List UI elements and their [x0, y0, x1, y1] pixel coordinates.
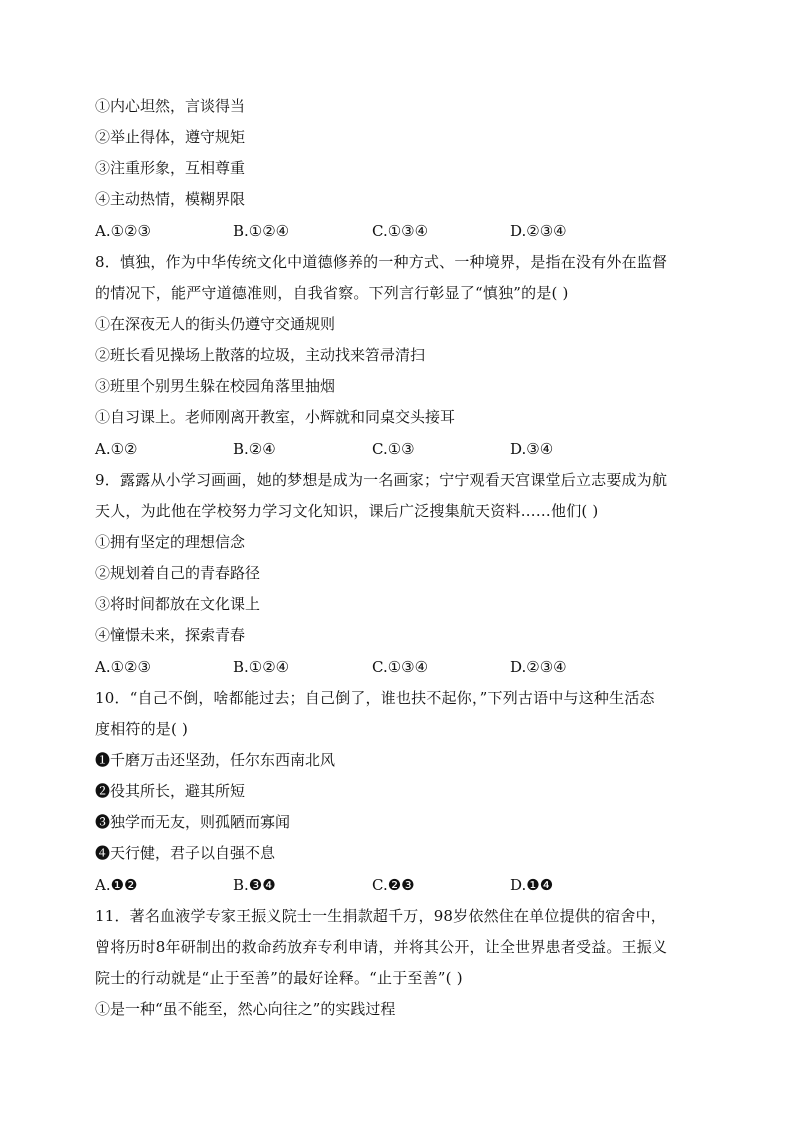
- q8-choice-b: B.②④: [233, 440, 276, 458]
- q8-choice-a: A.①②: [95, 440, 138, 458]
- q10-choice-d: D.❶❹: [510, 876, 554, 894]
- q7-option-2: ②举止得体，遵守规矩: [95, 128, 246, 146]
- q7-choice-c: C.①③④: [372, 222, 429, 240]
- q9-option-2: ②规划着自己的青春路径: [95, 564, 261, 582]
- q9-answer-choices: [95, 657, 715, 677]
- q9-stem-line-1: 9．露露从小学习画画，她的梦想是成为一名画家；宁宁观看天宫课堂后立志要成为航: [95, 471, 668, 489]
- q10-choice-a: A.❶❷: [95, 876, 138, 894]
- q7-answer-choices: [95, 221, 715, 241]
- q9-option-4: ④憧憬未来，探索青春: [95, 626, 246, 644]
- q9-choice-d: D.②③④: [510, 658, 567, 676]
- q11-option-1: ①是一种“虽不能至，然心向往之”的实践过程: [95, 1000, 396, 1018]
- q10-option-2: ❷役其所长，避其所短: [95, 782, 246, 800]
- q8-option-1: ①在深夜无人的街头仍遵守交通规则: [95, 315, 336, 333]
- q10-option-3: ❸独学而无友，则孤陋而寡闻: [95, 813, 291, 831]
- q10-option-4: ❹天行健，君子以自强不息: [95, 844, 276, 862]
- q8-stem-line-2: 的情况下，能严守道德准则，自我省察。下列言行彰显了“慎独”的是( ): [95, 284, 569, 302]
- q11-stem-line-3: 院士的行动就是“止于至善”的最好诠释。“止于至善”( ): [95, 969, 463, 987]
- q8-option-3: ③班里个别男生躲在校园角落里抽烟: [95, 377, 336, 395]
- q11-stem-line-1: 11．著名血液学专家王振义院士一生捐款超千万，98岁依然住在单位提供的宿舍中，: [95, 907, 666, 925]
- q10-stem-line-1: 10．“自己不倒，啥都能过去；自己倒了，谁也扶不起你，”下列古语中与这种生活态: [95, 689, 655, 707]
- q11-stem-line-2: 曾将历时8年研制出的救命药放弃专利申请，并将其公开，让全世界患者受益。王振义: [95, 938, 668, 956]
- q7-option-1: ①内心坦然，言谈得当: [95, 97, 246, 115]
- q10-option-1: ❶千磨万击还坚劲，任尔东西南北风: [95, 751, 336, 769]
- q8-answer-choices: [95, 439, 715, 459]
- q10-stem-line-2: 度相符的是( ): [95, 720, 189, 738]
- q9-option-3: ③将时间都放在文化课上: [95, 595, 261, 613]
- q9-choice-c: C.①③④: [372, 658, 429, 676]
- q10-choice-c: C.❷❸: [372, 876, 415, 894]
- q8-option-4: ①自习课上。老师刚离开教室，小辉就和同桌交头接耳: [95, 408, 456, 426]
- q8-choice-c: C.①③: [372, 440, 415, 458]
- q8-choice-d: D.③④: [510, 440, 554, 458]
- q7-choice-b: B.①②④: [233, 222, 290, 240]
- q9-stem-line-2: 天人，为此他在学校努力学习文化知识，课后广泛搜集航天资料……他们( ): [95, 502, 599, 520]
- q8-stem-line-1: 8．慎独，作为中华传统文化中道德修养的一种方式、一种境界，是指在没有外在监督: [95, 253, 668, 271]
- q9-option-1: ①拥有坚定的理想信念: [95, 533, 246, 551]
- q7-option-4: ④主动热情，模糊界限: [95, 190, 246, 208]
- q8-option-2: ②班长看见操场上散落的垃圾，主动找来笤帚清扫: [95, 346, 426, 364]
- q7-choice-a: A.①②③: [95, 222, 151, 240]
- q9-choice-b: B.①②④: [233, 658, 290, 676]
- q10-choice-b: B.❸❹: [233, 876, 276, 894]
- q10-answer-choices: [95, 875, 715, 895]
- q7-choice-d: D.②③④: [510, 222, 567, 240]
- q7-option-3: ③注重形象，互相尊重: [95, 159, 246, 177]
- q9-choice-a: A.①②③: [95, 658, 151, 676]
